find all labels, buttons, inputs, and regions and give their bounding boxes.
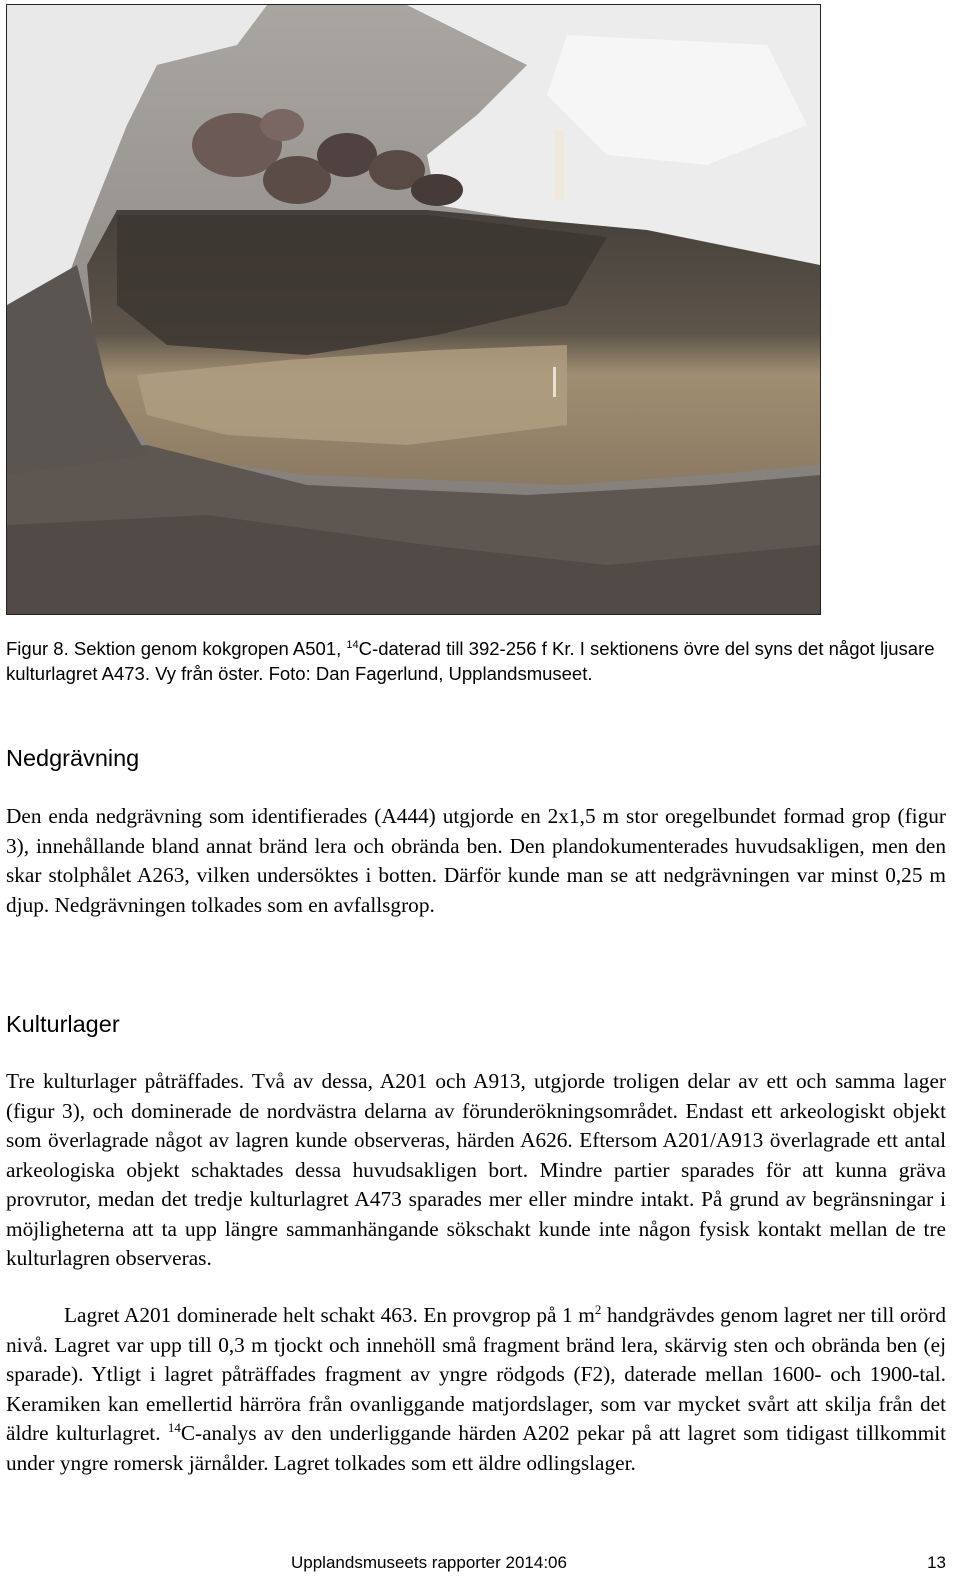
p2-text-3: C-analys av den underliggande härden A202 pekar på att lagret som tidigast tillkommit under yngre romersk järnålder. Lagret tolkades som ett äldre odlingslager. [6,1421,946,1475]
heading-kulturlager: Kulturlager [6,1011,120,1037]
paragraph-kulturlager-2 [6,1301,946,1478]
p2-text-1: Lagret A201 dominerade helt schakt 463. En provgrop på 1 m [64,1303,595,1327]
caption-text-start: Figur 8. Sektion genom kokgropen A501, [6,638,347,659]
photo-illustration [7,5,820,614]
paragraph-nedgravning: Den enda nedgrävning som identifierades (A444) utgjorde en 2x1,5 m stor oregelbundet formad grop (figur 3), innehållande bland annat bränd lera och obrända ben. Den plandokumenterades huvudsakligen, men den skar stolphålet A263, vilken undersöktes i botten. Därför kunde man se att nedgrävningen var minst 0,25 m djup. Nedgrävningen tolkades som en avfallsgrop. [6,804,946,917]
p2-superscript-1: 2 [594,1301,602,1317]
caption-text-end: C-daterad till 392-256 f Kr. I sektionens övre del syns det något ljusare kulturlagret A473. Vy från öster. Foto: Dan Fagerlund, Upplandsmuseet. [6,638,935,684]
figure-caption [6,636,946,686]
page-footer [0,1546,960,1576]
footer-page-number: 13 [927,1553,946,1572]
paragraph-kulturlager-1: Tre kulturlager påträffades. Två av dessa, A201 och A913, utgjorde troligen delar av ett och samma lager (figur 3), och dominerade de nordvästra delarna av förunderökningsområdet. Endast ett arkeologiskt objekt som överlagrade något av lagren kunde observeras, härden A626. Eftersom A201/A913 överlagrade ett antal arkeologiska objekt schaktades dessa huvudsakligen bort. Mindre partier sparades för att kunna gräva provrutor, medan det tredje kulturlagret A473 sparades mer eller mindre intakt. På grund av begränsningar i möjligheterna att ta upp längre sammanhängande sökschakt kunde inte någon fysisk kontakt mellan de tre kulturlagren observeras. [6,1069,946,1270]
caption-superscript: 14 [346,638,359,651]
heading-nedgravning: Nedgrävning [6,745,140,771]
p2-superscript-2: 14 [167,1419,181,1435]
footer-report-title: Upplandsmuseets rapporter 2014:06 [291,1553,567,1572]
p2-text-2: handgrävdes genom lagret ner till orörd nivå. Lagret var upp till 0,3 m tjockt och innehöll små fragment bränd lera, skärvig sten och obrända ben (ej sparade). Ytligt i lagret påträffades fragment av yngre rödgods (F2), daterade mellan 1600- och 1900-tal. Keramiken kan emellertid härröra från ovanliggande matjordslager, som var mycket svårt att skilja från det äldre kulturlagret. [6,1303,946,1445]
excavation-photo [6,4,821,615]
